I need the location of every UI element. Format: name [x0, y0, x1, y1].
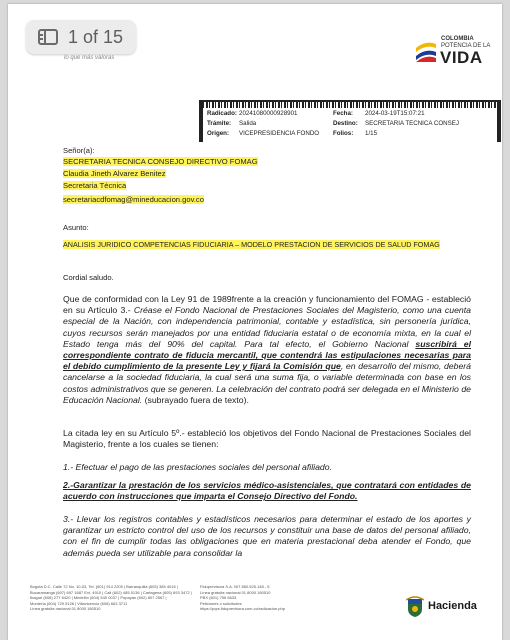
page-indicator-label: 1 of 15	[68, 26, 124, 47]
footer-line: Fiduprevisora S.A. NIT 860.525.148 - 5	[200, 584, 270, 589]
radicado-label: Radicado:	[207, 110, 237, 117]
logo-line1: COLOMBIA	[441, 36, 474, 42]
hacienda-logo	[406, 594, 486, 620]
origen-label: Origen:	[207, 130, 230, 137]
radicado-stamp	[199, 100, 501, 142]
paragraph-1	[63, 294, 471, 406]
p1-note: (subrayado fuera de texto).	[142, 394, 249, 405]
footer-line: Línea gratuita nacional 01 8000 180510	[200, 589, 271, 595]
recipient-org: SECRETARIA TECNICA CONSEJO DIRECTIVO FOMAG	[63, 157, 258, 166]
radicado-value: 20241080000928901	[239, 110, 298, 117]
hacienda-label: Hacienda	[428, 600, 477, 612]
page-indicator[interactable]	[26, 20, 136, 54]
paragraph-2: La citada ley en su Artículo 5º.- estableció los objetivos del Fondo Nacional de Prestaciones Sociales del Magisterio, frente a los cuales se tienen:	[63, 428, 471, 450]
coat-of-arms-icon	[406, 596, 424, 618]
logo-line2: POTENCIA DE LA	[441, 43, 491, 49]
salutation-to: Señor(a):	[63, 146, 95, 155]
p1-quote: Créase el Fondo Nacional de Prestaciones Sociales del Magisterio, como una cuenta especial de la Nación, con independencia patrimonial, contable y estadística, sin personería jurídica, cuyos recursos serán manejados por una entidad fiduciaria estatal o de economía mixta, en la cual el Estado tenga más del 90% del capital. Para tal efecto, el Gobierno Nacional	[63, 305, 471, 349]
footer-line: https://pqrs.fiduprevisora.com.co/radicacion.php	[200, 606, 285, 611]
subject-text: ANALISIS JURIDICO COMPETENCIAS FIDUCIARIA – MODELO PRESTACION DE SERVICIOS DE SALUD FOMAG	[63, 240, 440, 249]
destino-value: SECRETARIA TECNICA CONSEJ	[365, 120, 459, 127]
footer-contacts	[30, 584, 192, 612]
recipient-email[interactable]: secretariacdfomag@mineducacion.gov.co	[63, 195, 204, 204]
header-tagline: lo que más valoras	[64, 55, 115, 61]
footer-line: Montería (604) 729 5128 | Villavicencio (608) 663 3711	[30, 600, 128, 606]
greeting: Cordial saludo.	[63, 273, 114, 282]
footer-line: Bogotá D.C. Calle 72 No. 10-03, Tel. (601) 914 2205 | Barranquilla (605) 385 4016 |	[30, 584, 178, 589]
list-item-3: 3.- Llevar los registros contables y estadísticos necesarios para determinar el estado de los aportes y garantizar un estricto control del uso de los recursos y constituir una base de datos del personal afiliado, con el fin de cumplir todas las obligaciones que en materia prestacional deba atender el Fondo, que además pueda ser utilizable para consolidar la	[63, 514, 471, 558]
tramite-label: Trámite:	[207, 120, 232, 127]
tramite-value: Salida	[239, 120, 257, 127]
footer-line: PBX (601) 756 6633	[200, 595, 237, 600]
recipient-name: Claudia Jineth Alvarez Benitez	[63, 169, 166, 178]
fecha-label: Fecha:	[333, 110, 353, 117]
list-item-1: 1.- Efectuar el pago de las prestaciones sociales del personal afiliado.	[63, 462, 332, 472]
fecha-value: 2024-03-19T15:07:21	[365, 110, 425, 117]
recipient-title: Secretaria Técnica	[63, 181, 127, 190]
destino-label: Destino:	[333, 120, 358, 127]
barcode	[203, 102, 497, 108]
colombia-logo	[414, 34, 496, 66]
sidebar-icon[interactable]	[38, 29, 58, 45]
list-item-2: 2.-Garantizar la prestación de los servicios médico-asistenciales, que contratará con entidades de acuerdo con instrucciones que imparta el Consejo Directivo del Fondo.	[63, 480, 471, 502]
p1-quote-end: , en desarrollo del mismo, deberá cancelarse a la sociedad fiduciaria, la cual será una suma fija, o variable determinada con base en los costos administrativos que se generen. La celebración del contrato podrá ser delegada en el Ministerio de Educación Nacional.	[63, 361, 472, 405]
subject-label: Asunto:	[63, 223, 89, 232]
p1-underlined: suscribirá el correspondiente contrato de fiducia mercantil, que contendrá las estipulaciones necesarias para el debido cumplimiento de la presente Ley y fijará la Comisión que	[63, 338, 471, 372]
footer-line: Línea gratuita nacional 01 8000 180510	[30, 606, 101, 611]
folios-label: Folios:	[333, 130, 354, 137]
footer-line: Bucaramanga (607) 697 1687 Ext. 4910 | Cali (602) 485 5136 | Cartagena (605) 693 3472 |	[30, 589, 192, 595]
footer-fiduprevisora	[200, 584, 285, 612]
footer-line: Peticiones o solicitudes	[200, 600, 242, 606]
folios-value: 1/15	[365, 130, 378, 137]
p1-intro: Que de conformidad con la Ley 91 de 1989frente a la creación y funcionamiento del FOMAG - estableció en su Artículo 3.-	[63, 294, 471, 316]
logo-line3: VIDA	[440, 48, 483, 67]
origen-value: VICEPRESIDENCIA FONDO	[239, 130, 320, 137]
colombia-flag-icon	[414, 38, 438, 64]
footer-line: Ibagué (608) 277 6420 | Medellín (604) 540 0037 | Popayán (602) 807 2567 |	[30, 595, 167, 600]
